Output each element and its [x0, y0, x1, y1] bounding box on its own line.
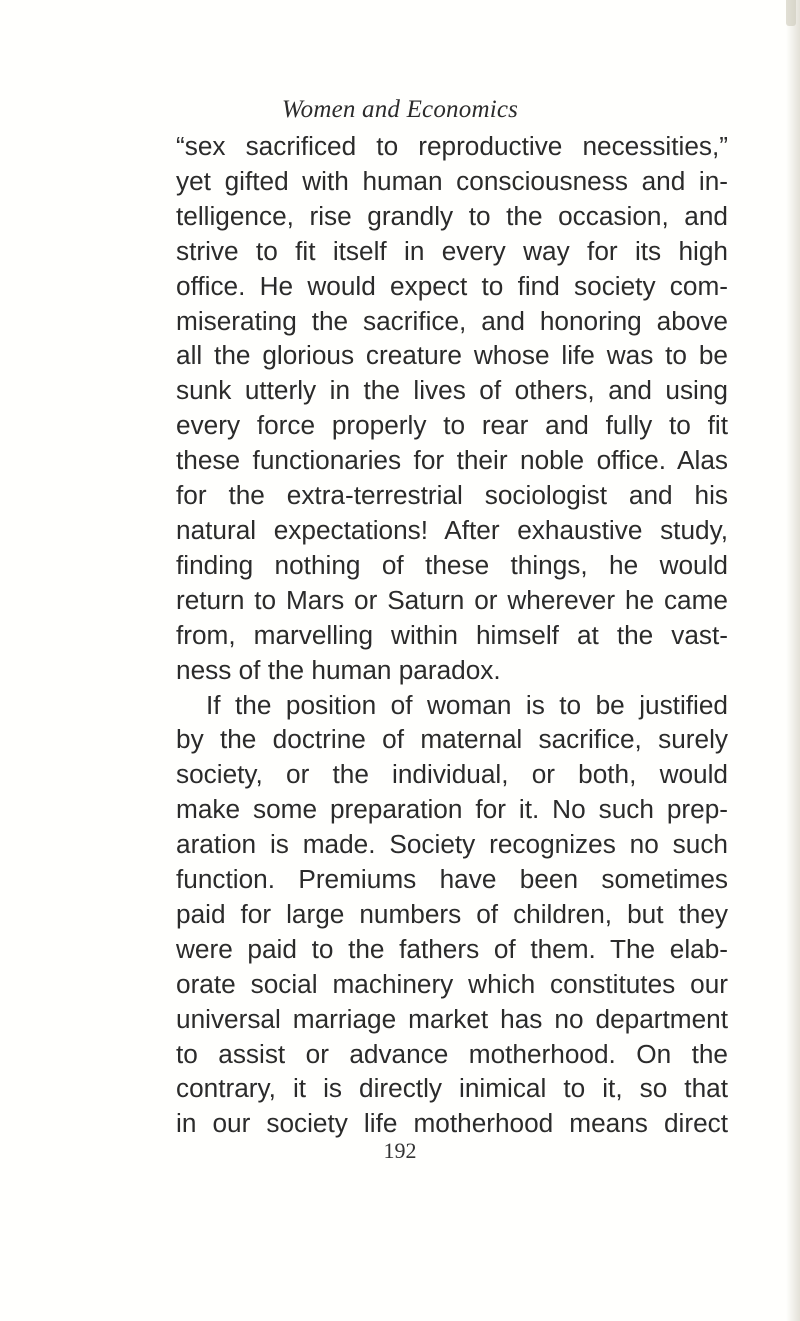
text-line: every force properly to rear and fully to fit [176, 410, 728, 441]
paragraph-1 [176, 129, 728, 688]
text-line: from, marvelling within himself at the vast- [176, 619, 728, 650]
text-line: were paid to the fathers of them. The elab- [176, 933, 728, 964]
text-line: telligence, rise grandly to the occasion, and [176, 200, 728, 231]
text-line: return to Mars or Saturn or wherever he came [176, 584, 728, 615]
text-line: strive to fit itself in every way for its high [176, 235, 728, 266]
text-line: office. He would expect to find society com- [176, 270, 728, 301]
running-head: Women and Economics [281, 96, 519, 123]
body-text [176, 129, 728, 1141]
paragraph-2 [176, 688, 728, 1142]
text-line: for the extra-terrestrial sociologist and his [176, 480, 728, 511]
text-line: finding nothing of these things, he would [176, 549, 728, 580]
text-line: to assist or advance motherhood. On the [176, 1038, 728, 1069]
text-line: in our society life motherhood means direct [176, 1108, 728, 1139]
text-line: aration is made. Society recognizes no such [176, 829, 728, 860]
text-line: by the doctrine of maternal sacrifice, surely [176, 724, 728, 755]
text-line: paid for large numbers of children, but they [176, 898, 728, 929]
text-line: contrary, it is directly inimical to it, so that [176, 1073, 728, 1104]
text-line: “sex sacrificed to reproductive necessities,” [176, 131, 728, 161]
text-line: ness of the human paradox. [176, 654, 501, 685]
page-number: 192 [383, 1138, 417, 1163]
text-line: orate social machinery which constitutes our [176, 968, 728, 999]
text-line: sunk utterly in the lives of others, and using [176, 375, 728, 406]
text-line: yet gifted with human consciousness and in- [176, 165, 728, 196]
text-line: make some preparation for it. No such prep- [176, 794, 728, 825]
text-line: all the glorious creature whose life was to be [176, 340, 728, 371]
text-line: society, or the individual, or both, would [176, 759, 728, 790]
text-line: If the position of woman is to be justified [206, 689, 728, 720]
page-edge-mark [786, 0, 796, 26]
page-edge-shadow [786, 0, 800, 1321]
text-line: function. Premiums have been sometimes [176, 864, 728, 895]
text-line: universal marriage market has no department [176, 1003, 728, 1034]
text-line: natural expectations! After exhaustive study, [176, 514, 728, 545]
text-line: miserating the sacrifice, and honoring above [176, 305, 728, 336]
text-line: these functionaries for their noble office. Alas [176, 445, 728, 476]
